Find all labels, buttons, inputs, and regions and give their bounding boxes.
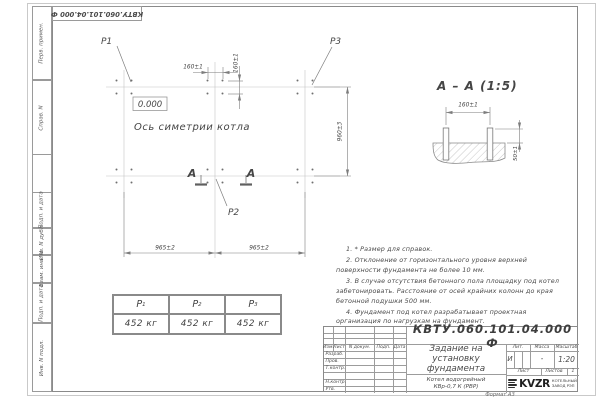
dim-160-horizontal-text: 160±1 — [183, 64, 203, 71]
section-letter-right: А — [246, 167, 256, 180]
load-table-value-p3: 452 кг — [225, 314, 281, 334]
lit-label: Лит. — [512, 344, 524, 350]
sidebar-label: Перв. примен. — [39, 22, 46, 64]
doc-number: КВТУ.060.101.04.000 Ф — [412, 321, 573, 350]
note-2: 2. Отклонение от горизонтального уровня верхней поверхности фундамента не более 10 мм. — [336, 255, 528, 274]
sidebar-cell-sprav-n — [32, 80, 52, 155]
row-utv: Утв. — [325, 387, 336, 392]
sidebar-cell-podp-data-1 — [32, 192, 52, 228]
load-table-value-p2: 452 кг — [169, 314, 225, 334]
section-dim-50-text: 50±1 — [513, 145, 519, 161]
plan-label-p2: P2 — [228, 208, 240, 218]
load-table-header-p2: P 2 — [169, 295, 225, 314]
sidebar-label: Подп. и дата — [39, 191, 45, 229]
section-dim-160-text: 160±1 — [458, 102, 478, 109]
zero-level-value: 0.000 — [137, 100, 163, 110]
sidebar-label: Взам. инв. N — [39, 251, 45, 287]
dim-965-left-text: 965±2 — [155, 245, 175, 252]
dim-960-text: 960±3 — [337, 121, 344, 142]
section-cut-marks — [195, 175, 252, 185]
mass-label: Масса — [534, 344, 550, 350]
sidebar-cell-podp-data-2 — [32, 283, 52, 323]
sidebar-cell-perv-primen — [32, 6, 52, 80]
doc-title: Задание на установку фундамента — [426, 343, 486, 375]
sidebar-cell-vzam-inv — [32, 251, 52, 287]
col-data: Дата — [393, 345, 406, 350]
dim-160-vertical-text: 160±1 — [233, 53, 240, 73]
section-dim-160 — [446, 107, 490, 125]
kvzr-logo — [506, 375, 579, 394]
format-label: Формат А3 — [485, 392, 515, 398]
sidebar-label: Инв. N подл. — [39, 339, 45, 376]
col-izm: Изм. — [323, 345, 334, 350]
dim-965-right-text: 965±2 — [249, 245, 269, 252]
sheets-label: Листов — [545, 368, 563, 374]
note-1: 1. * Размер для справок. — [346, 245, 433, 253]
row-nkontr: Н.контр. — [325, 380, 347, 385]
sidebar-label: Инв. N дубл. — [39, 223, 45, 260]
col-list: Лист — [333, 345, 345, 350]
scale-value: 1:20 — [558, 354, 575, 364]
sidebar-label: Подп. и дата — [39, 284, 45, 322]
load-table — [112, 294, 282, 335]
load-table-value-p1: 452 кг — [113, 314, 169, 334]
plan-label-p1: P1 — [101, 37, 113, 47]
load-table-header-p1: P 1 — [113, 295, 169, 314]
dim-965-pair — [124, 192, 305, 257]
mass-value: - — [540, 355, 544, 364]
plan-label-p3: P3 — [330, 37, 342, 47]
sidebar-label: Справ. N — [39, 104, 45, 131]
note-3: 3. В случае отсутствия бетонного пола площадку под котел забетонировать. Расстояние от осей крайних колонн до края бетонной подушки 500 мм. — [336, 276, 560, 305]
sheet-label: Лист — [517, 368, 530, 374]
title-block — [323, 321, 578, 392]
foundation-bolt-right — [487, 128, 493, 160]
note-4: 4. Фундамент под котел разрабатывает проектная организация по нагрузкам на фундамент. — [336, 307, 527, 326]
rotated-doc-number: КВТУ.060.101.04.000 Ф — [50, 9, 144, 18]
section-view-title: А – А (1:5) — [437, 79, 518, 93]
lit-value: И — [507, 355, 513, 364]
row-tkontr: Т.контр. — [325, 366, 346, 371]
boiler-axis-label: Ось симетрии котла — [134, 122, 250, 133]
row-prov: Пров. — [325, 359, 339, 364]
kvzr-logo-subtext: КОТЕЛЬНЫЙ ЗАВОД РЭП — [551, 378, 577, 388]
dim-960 — [314, 87, 351, 176]
kvzr-logo-icon — [508, 379, 517, 388]
col-doc: N докум. — [348, 345, 371, 350]
section-letter-left: А — [187, 167, 197, 180]
sidebar-cell-inv-podl — [32, 323, 52, 392]
row-razrab: Разраб. — [325, 352, 344, 357]
foundation-bolt-left — [443, 128, 449, 160]
scale-label: Масштаб — [555, 344, 578, 350]
technical-notes — [336, 245, 566, 328]
sheets-value: 1 — [571, 368, 575, 374]
kvzr-logo-text: KVZR — [519, 377, 550, 390]
load-table-header-p3: P 3 — [225, 295, 281, 314]
object-name: Котел водогрейный КВр-0,7 К (РВР) — [426, 376, 486, 390]
col-podp: Подп. — [376, 345, 391, 350]
